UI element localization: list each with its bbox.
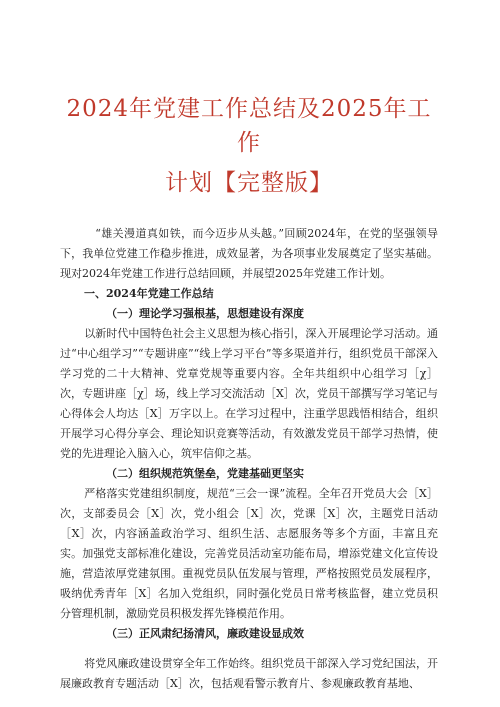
- subsection-heading: （二）组织规范筑堡垒，党建基础更坚实: [106, 467, 304, 480]
- document-title-line-1: 2024年党建工作总结及2025年工作: [66, 96, 432, 156]
- intro-paragraph: “雄关漫道真如铁，而今迈步从头越。”回顾2024年，在党的坚强领导下，我单位党建工作稳步推进，成效显著，为各项事业发展奠定了坚实基础。现对2024年党建工作进行总结回顾，并展望2025年党建工作计划。: [60, 227, 438, 280]
- subsection-heading: （三）正风肃纪扬清风，廉政建设显成效: [106, 627, 304, 640]
- section-heading: 一、2024年党建工作总结: [84, 287, 214, 300]
- document-body: [60, 224, 438, 694]
- body-paragraph: 严格落实党建组织制度，规范“三会一课”流程。全年召开党员大会［X］次，支部委员会［X］次，党小组会［X］次，党课［X］次，主题党日活动［X］次，内容涵盖政治学习、组织生活、志愿服务等多个方面，丰富且充实。加强党支部标准化建设，完善党员活动室功能布局，增添党建文化宣传设施，营造浓厚党建氛围。重视党员队伍发展与管理，严格按照党员发展程序，吸纳优秀青年［X］名加入党组织，同时强化党员日常考核监督，建立党员积分管理机制，激励党员积极发挥先锋模范作用。: [60, 487, 438, 620]
- document-title-line-2: 计划【完整版】: [165, 170, 333, 196]
- body-paragraph: 将党风廉政建设贯穿全年工作始终。组织党员干部深入学习党纪国法，开展廉政教育专题活动［X］次，包括观看警示教育片、参观廉政教育基地、: [60, 657, 438, 690]
- subsection-heading: （一）理论学习强根基，思想建设有深度: [106, 307, 304, 320]
- body-paragraph: 以新时代中国特色社会主义思想为核心指引，深入开展理论学习活动。通过“中心组学习”“专题讲座”“线上学习平台”等多渠道并行，组织党员干部深入学习党的二十大精神、党章党规等重要内容。全年共组织中心组学习［χ］次，专题讲座［χ］场，线上学习交流活动［X］次，党员干部撰写学习笔记与心得体会人均达［X］万字以上。在学习过程中，注重学思践悟相结合，组织开展学习心得分享会、理论知识竞赛等活动，有效激发党员干部学习热情，使党的先进理论入脑入心，筑牢信仰之基。: [60, 327, 438, 460]
